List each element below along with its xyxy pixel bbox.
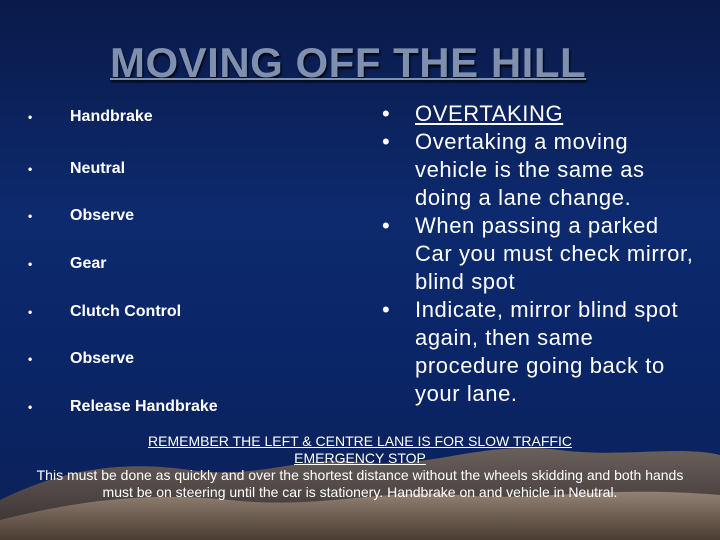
slide-title: MOVING OFF THE HILL <box>110 39 587 86</box>
bullet-icon: • <box>382 297 391 322</box>
bullet-icon: • <box>28 162 33 176</box>
bullet-icon: • <box>28 110 33 124</box>
bullet-icon: • <box>28 352 33 366</box>
bullet-icon: • <box>28 209 33 223</box>
list-item: • Observe <box>28 350 135 367</box>
list-item: • Release Handbrake <box>28 398 218 415</box>
list-item: • Overtaking a moving vehicle is the same as doing a lane change. <box>382 129 645 210</box>
bullet-icon: • <box>28 257 33 271</box>
overtaking-heading: • OVERTAKING <box>382 101 564 126</box>
slow-lane-note: REMEMBER THE LEFT & CENTRE LANE IS FOR SLOW TRAFFIC <box>148 433 572 449</box>
bullet-icon: • <box>382 129 391 154</box>
list-item: • Neutral <box>28 160 126 177</box>
bullet-icon: • <box>28 305 33 319</box>
list-item: • Clutch Control <box>28 303 182 320</box>
list-item: • Gear <box>28 255 107 272</box>
list-item: • Handbrake <box>28 108 153 125</box>
bullet-icon: • <box>382 101 391 126</box>
bullet-icon: • <box>382 213 391 238</box>
list-item: • Indicate, mirror blind spot again, then same procedure going back to your lane. <box>382 297 679 406</box>
emergency-stop-text: This must be done as quickly and over the shortest distance without the wheels skidding and both hands must be on steering until the car is stationery. Handbrake on and vehicle in Neutral. <box>36 467 684 500</box>
list-item: • Observe <box>28 207 135 224</box>
bullet-icon: • <box>28 400 33 414</box>
overtaking-list <box>382 100 702 408</box>
bottom-notes <box>20 433 700 501</box>
emergency-stop-heading: EMERGENCY STOP <box>294 450 426 466</box>
list-item: • When passing a parked Car you must check mirror, blind spot <box>382 213 694 294</box>
